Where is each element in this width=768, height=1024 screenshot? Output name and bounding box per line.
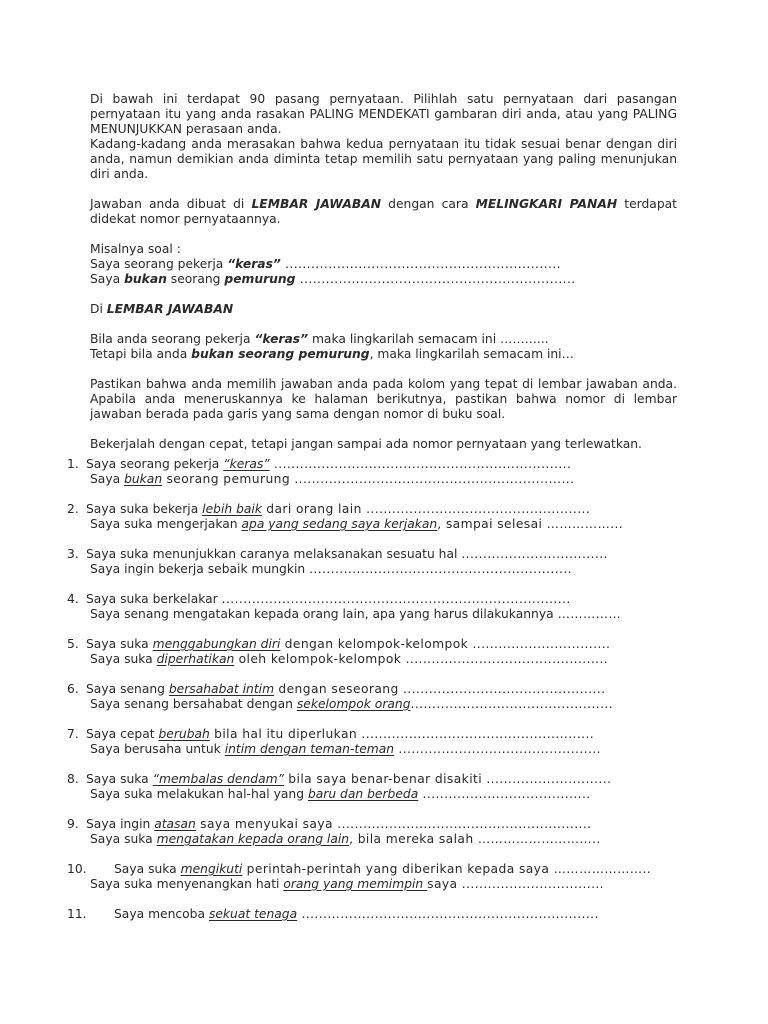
statement-option-a — [67, 637, 687, 652]
statement-text-leader: ................................................................................. — [221, 592, 571, 606]
statement-pair — [67, 907, 687, 922]
text-segment: seorang — [166, 272, 225, 286]
text-segment: terdapat didekat nomor pernyataannya. — [90, 197, 677, 226]
emphasis-lembar-jawaban: LEMBAR JAWABAN — [106, 302, 234, 316]
instruction-paragraph-3 — [90, 197, 677, 227]
statement-option-b — [67, 517, 687, 532]
statement-keyword: intim dengan teman-teman — [224, 742, 395, 756]
statement-text: Saya suka bekerja — [86, 502, 203, 516]
statement-pair — [67, 682, 687, 712]
statement-text: Saya senang — [86, 682, 169, 696]
statement-text-leader: ............................................... — [410, 697, 614, 711]
text-segment: Jawaban anda dibuat di — [90, 197, 252, 211]
statement-text-leader: seorang pemurung ................................................................. — [162, 472, 575, 486]
statement-text-leader: .................................. — [461, 547, 608, 561]
statement-keyword: menggabungkan diri — [152, 637, 281, 651]
emphasis-pemurung: pemurung — [224, 272, 296, 286]
statement-number: 5. — [67, 637, 79, 651]
statement-pair — [67, 727, 687, 757]
statement-text: Saya berusaha untuk — [90, 742, 225, 756]
dotted-leader: ................................................................ — [280, 257, 561, 271]
statement-number: 9. — [67, 817, 79, 831]
statement-text: Saya ingin bekerja sebaik mungkin — [90, 562, 310, 576]
statement-pair — [67, 502, 687, 532]
statement-number: 8. — [67, 772, 79, 786]
statement-text-leader: bila saya benar-benar disakiti ............................. — [283, 772, 612, 786]
statement-option-b — [67, 697, 687, 712]
statement-pair — [67, 592, 687, 622]
statement-option-a — [67, 502, 687, 517]
statement-option-a — [67, 817, 687, 832]
lembar-jawaban-heading — [90, 302, 677, 317]
statement-text-leader: saya ................................. — [427, 877, 604, 891]
text-segment: Bila anda seorang pekerja — [90, 332, 255, 346]
statement-text: Saya senang mengatakan kepada orang lain, apa yang harus dilakukannya — [90, 607, 558, 621]
statement-option-a — [67, 862, 687, 877]
bekerja-paragraph: Bekerjalah dengan cepat, tetapi jangan sampai ada nomor pernyataan yang terlewatkan. — [90, 437, 642, 451]
statement-text-leader: bila hal itu diperlukan ...................................................... — [209, 727, 595, 741]
statement-keyword: diperhatikan — [156, 652, 235, 666]
statement-text: Saya seorang pekerja — [86, 457, 224, 471]
statement-text-leader: saya menyukai saya ........................................................... — [195, 817, 592, 831]
statement-text-leader: , sampai selesai ……………... — [437, 517, 624, 531]
statement-list — [67, 457, 687, 937]
statement-option-a — [67, 727, 687, 742]
statement-keyword: “membalas dendam” — [152, 772, 284, 786]
statement-option-a — [67, 547, 687, 562]
text-segment: maka lingkarilah semacam ini ………... — [308, 332, 549, 346]
statement-number: 6. — [67, 682, 79, 696]
statement-keyword: bukan — [124, 472, 163, 486]
statement-text-leader: ..................................................................... — [269, 457, 572, 471]
text-segment: Di — [90, 302, 107, 316]
statement-text: Saya suka — [114, 862, 181, 876]
statement-option-b — [67, 652, 687, 667]
text-segment: , maka lingkarilah semacam ini… — [369, 347, 574, 361]
statement-text: Saya suka menyenangkan hati — [90, 877, 284, 891]
statement-pair — [67, 772, 687, 802]
statement-text-leader: ............................................................. — [309, 562, 572, 576]
pastikan-paragraph: Pastikan bahwa anda memilih jawaban anda pada kolom yang tepat di lembar jawaban anda. Apabila anda meneruskannya ke halaman berikutnya, pastikan bahwa nomor di lembar jawaban berada pada garis yang sama dengan nomor di buku soal. — [90, 377, 677, 421]
statement-text: Saya — [90, 472, 125, 486]
statement-text: Saya suka menunjukkan caranya melaksanakan sesuatu hal — [86, 547, 462, 561]
statement-number: 3. — [67, 547, 79, 561]
statement-text: Saya suka — [90, 832, 157, 846]
example-label: Misalnya soal : — [90, 242, 181, 256]
statement-number: 11. — [67, 907, 87, 921]
statement-option-a — [67, 772, 687, 787]
statement-option-b — [67, 832, 687, 847]
statement-text: Saya suka melakukan hal-hal yang — [90, 787, 308, 801]
statement-text: Saya ingin — [86, 817, 155, 831]
statement-text-leader: perintah-perintah yang diberikan kepada saya ………………….. — [242, 862, 652, 876]
statement-number: 10. — [67, 862, 87, 876]
statement-pair — [67, 547, 687, 577]
statement-text-leader: …………… — [557, 607, 622, 621]
statement-pair — [67, 457, 687, 487]
statement-text: Saya suka berkelakar — [86, 592, 222, 606]
statement-text-leader: ............................................... — [394, 742, 601, 756]
statement-keyword: apa yang sedang saya kerjakan — [241, 517, 438, 531]
statement-text-leader: dari orang lain .................................................... — [261, 502, 591, 516]
statement-text-leader: dengan seseorang ............................................... — [274, 682, 606, 696]
statement-pair — [67, 817, 687, 847]
emphasis-bukan: bukan — [124, 272, 167, 286]
statement-number: 7. — [67, 727, 79, 741]
statement-pair — [67, 637, 687, 667]
statement-text: Saya cepat — [86, 727, 159, 741]
statement-option-b — [67, 787, 687, 802]
statement-keyword: sekuat tenaga — [208, 907, 298, 921]
bila-line-1 — [90, 332, 677, 347]
statement-number: 4. — [67, 592, 79, 606]
statement-text: Saya senang bersahabat dengan — [90, 697, 297, 711]
statement-number: 2. — [67, 502, 79, 516]
statement-keyword: mengikuti — [180, 862, 243, 876]
emphasis-keras: “keras” — [227, 257, 281, 271]
statement-option-b — [67, 562, 687, 577]
statement-text: Saya suka — [86, 772, 153, 786]
statement-text: Saya mencoba — [114, 907, 209, 921]
statement-text-leader: ..................................................................... — [297, 907, 599, 921]
statement-text-leader: ....................................... — [418, 787, 591, 801]
text-segment: dengan cara — [381, 197, 476, 211]
statement-text-leader: dengan kelompok-kelompok ................................ — [280, 637, 611, 651]
statement-option-b — [67, 742, 687, 757]
statement-option-a — [67, 592, 687, 607]
emphasis-bukan-seorang-pemurung: bukan seorang pemurung — [191, 347, 370, 361]
statement-keyword: atasan — [154, 817, 196, 831]
text-segment: Saya — [90, 272, 125, 286]
bila-line-2 — [90, 347, 677, 362]
instruction-paragraph-2: Kadang-kadang anda merasakan bahwa kedua pernyataan itu tidak sesuai benar dengan diri anda, namun demikian anda diminta tetap memilih satu pernyataan yang paling menunjukan diri anda. — [90, 137, 677, 181]
statement-keyword: lebih baik — [202, 502, 262, 516]
statement-pair — [67, 862, 687, 892]
statement-text: Saya suka mengerjakan — [90, 517, 242, 531]
statement-keyword: orang yang memimpin — [283, 877, 428, 891]
statement-keyword: “keras” — [223, 457, 270, 471]
statement-keyword: berubah — [158, 727, 210, 741]
statement-text-leader: , bila mereka salah ……………………….. — [349, 832, 601, 846]
statement-option-a — [67, 682, 687, 697]
statement-option-a — [67, 457, 687, 472]
instructions — [90, 92, 677, 452]
emphasis-lembar-jawaban: LEMBAR JAWABAN — [251, 197, 382, 211]
statement-keyword: mengatakan kepada orang lain — [156, 832, 350, 846]
statement-text: Saya suka — [90, 652, 157, 666]
statement-keyword: baru dan berbeda — [307, 787, 419, 801]
emphasis-melingkari-panah: MELINGKARI PANAH — [475, 197, 618, 211]
statement-option-b — [67, 472, 687, 487]
text-segment: Saya seorang pekerja — [90, 257, 228, 271]
statement-option-b — [67, 607, 687, 622]
statement-text-leader: oleh kelompok-kelompok ............................................... — [234, 652, 609, 666]
example-line-1 — [90, 257, 677, 272]
statement-keyword: bersahabat intim — [168, 682, 275, 696]
statement-text: Saya suka — [86, 637, 153, 651]
dotted-leader: ................................................................ — [295, 272, 576, 286]
emphasis-keras: “keras” — [254, 332, 309, 346]
instruction-paragraph-1: Di bawah ini terdapat 90 pasang pernyataan. Pilihlah satu pernyataan dari pasangan pernyataan itu yang anda rasakan PALING MENDEKATI gambaran diri anda, atau yang PALING MENUNJUKKAN perasaan anda. — [90, 92, 677, 136]
statement-number: 1. — [67, 457, 79, 471]
statement-option-b — [67, 877, 687, 892]
text-segment: Tetapi bila anda — [90, 347, 192, 361]
example-line-2 — [90, 272, 677, 287]
statement-keyword: sekelompok orang — [296, 697, 411, 711]
statement-option-a — [67, 907, 687, 922]
